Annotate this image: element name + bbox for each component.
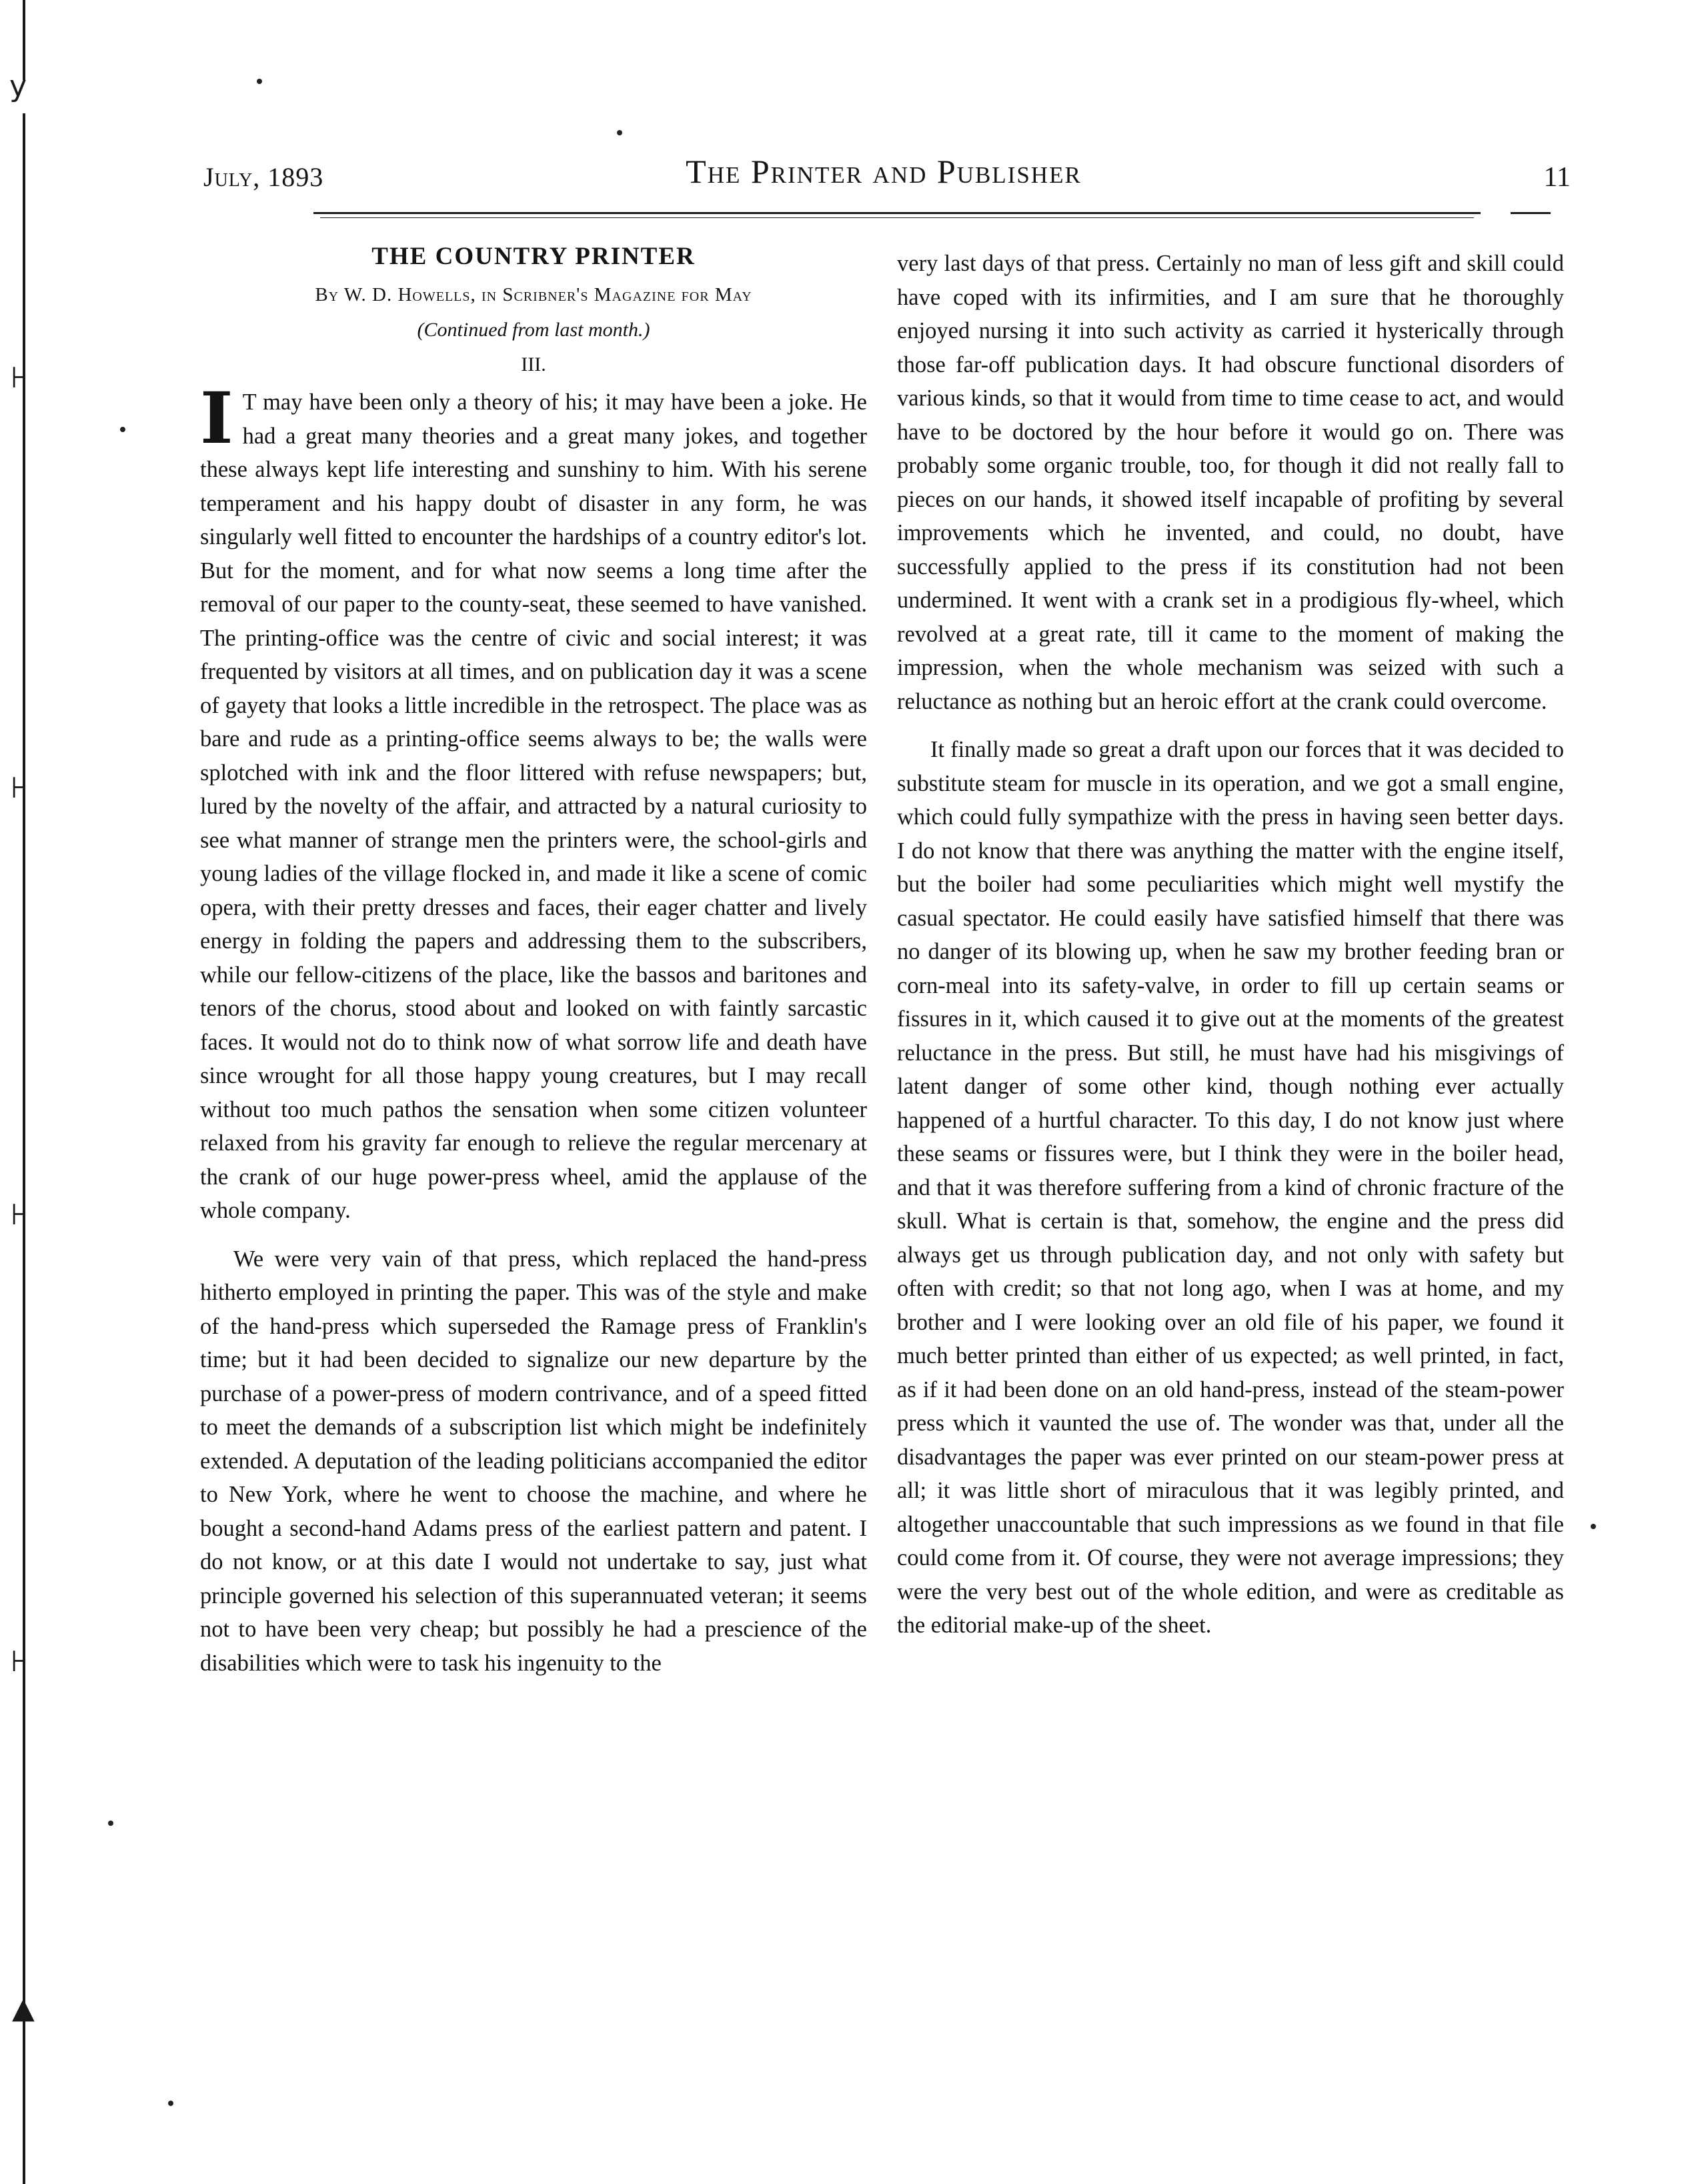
article-byline: By W. D. Howells, in Scribner's Magazine for May [315,284,752,305]
binding-mark-arrow-1: ⊦ [11,361,26,395]
binding-line-top [23,0,25,80]
paragraph: We were very vain of that press, which replaced the hand-press hitherto employed in printing the paper. This was of the style and make of the hand-press which superseded the Ramage press of Franklin's time; but it had been decided to signalize our new departure by the purchase of a power-press of modern contrivance, and of a speed fitted to meet the demands of a subscription list which might be indefinitely extended. A deputation of the leading politicians accompanied the editor to New York, where he went to choose the machine, and where he bought a second-hand Adams press of the earliest pattern and patent. I do not know, or at this date I would not undertake to say, just what principle governed his selection of this superannuated veteran; it seems not to have been very cheap; but possibly he had a prescience of the disabilities which were to task his ingenuity to the [200,1246,867,1676]
header-rule-thin [320,217,1474,218]
left-column [200,240,867,1680]
binding-line [23,113,25,2184]
right-column [897,247,1564,1643]
running-head [203,152,1571,199]
paragraph [200,376,867,1228]
scan-speck [168,2101,173,2106]
header-rule [313,212,1481,214]
scan-speck [257,79,262,84]
issue-date: July, 1893 [203,162,324,192]
scan-speck [120,427,125,432]
binding-mark-arrow-3: ⊦ [11,1198,26,1232]
scan-speck [617,130,622,135]
header-rule-end [1511,212,1551,214]
scan-speck [108,1821,113,1826]
binding-mark-arrow-5: ▲ [12,1991,35,2025]
drop-cap: I [200,376,233,459]
binding-mark-arrow-2: ⊦ [11,771,26,805]
scan-speck [1591,1524,1596,1529]
article-title: THE COUNTRY PRINTER [371,243,696,270]
continued-note: (Continued from last month.) [417,319,650,341]
paragraph: very last days of that press. Certainly no man of less gift and skill could have coped with its infirmities, and I am sure that he thoroughly enjoyed nursing it into such activity as carried it hysterically through those far-off publication days. It had obscure functional disorders of various kinds, so that it would from time to time cease to act, and would have to be doctored by the hour before it would go on. There was probably some organic trouble, too, for though it did not really fall to pieces on our hands, it showed itself incapable of profiting by several improvements which he invented, and could, no doubt, have successfully applied to the press if its constitution had not been undermined. It went with a crank set in a prodigious fly-wheel, which revolved at a great rate, till it came to the moment of making the impression, when the whole mechanism was seized with such a reluctance as nothing but an heroic effort at the crank could overcome. [897,251,1564,714]
paragraph-text: T may have been only a theory of his; it may have been a joke. He had a great many theories and a great many jokes, and together these always kept life interesting and sunshiny to him. With his serene temperament and his happy doubt of disaster in any form, he was singularly well fitted to encounter the hardships of a country editor's lot. But for the moment, and for what now seems a long time after the removal of our paper to the county-seat, these seemed to have vanished. The printing-office was the centre of civic and social interest; it was frequented by visitors at all times, and on publication day it was a scene of gayety that looks a little incredible in the retrospect. The place was as bare and rude as a printing-office seems always to be; the walls were splotched with ink and the floor littered with refuse newspapers; but, lured by the novelty of the affair, and attracted by a natural curiosity to see what manner of strange men the printers were, the school-girls and young ladies of the village flocked in, and made it like a scene of comic opera, with their pretty dresses and faces, their eager chatter and lively energy in folding the papers and addressing them to the subscribers, while our fellow-citizens of the place, like the bassos and baritones and tenors of the chorus, stood about and looked on with faintly sarcastic faces. It would not do to think now of what sorrow life and death have since wrought for all those happy young creatures, but I may recall without too much pathos the sensation when some citizen volunteer relaxed from his gravity far enough to relieve the regular mercenary at the crank of our huge power-press wheel, amid the applause of the whole company. [200,389,867,1223]
paragraph: It finally made so great a draft upon our forces that it was decided to substitute steam for muscle in its operation, and we got a small engine, which could fully sympathize with the press in having seen better days. I do not know that there was anything the matter with the engine itself, but the boiler had some peculiarities which might well mystify the casual spectator. He could easily have satisfied himself that there was no danger of its blowing up, when he saw my brother feeding bran or corn-meal into its safety-valve, in order to fill up certain seams or fissures in it, which caused it to give out at the moments of the greatest reluctance in the press. But still, he must have had his misgivings of latent danger of some other kind, though nothing ever actually happened of a hurtful character. To this day, I do not know just where these seams or fissures were, but I think they were in the boiler head, and that it was therefore suffering from a kind of chronic fracture of the skull. What is certain is that, somehow, the engine and the press did always get us through publication day, and not only with safety but often with credit; so that not long ago, when I was at home, and my brother and I were looking over an old file of his paper, we found it much better printed than either of us expected; as well printed, in fact, as if it had been done on an old hand-press, instead of the steam-power press which it vaunted the use of. The wonder was that, under all the disadvantages the paper was ever printed on our steam-power press at all; it was little short of miraculous that it was legibly printed, and altogether unaccountable that such impressions as we found in that file could come from it. Of course, they were not average impressions; they were the very best out of the whole edition, and were as creditable as the editorial make-up of the sheet. [897,737,1564,1638]
section-number: III. [521,353,546,375]
binding-mark-y: y [9,69,27,103]
page-number: 11 [1543,162,1571,193]
binding-mark-arrow-4: ⊦ [11,1645,26,1679]
publication-title: The Printer and Publisher [686,153,1082,190]
